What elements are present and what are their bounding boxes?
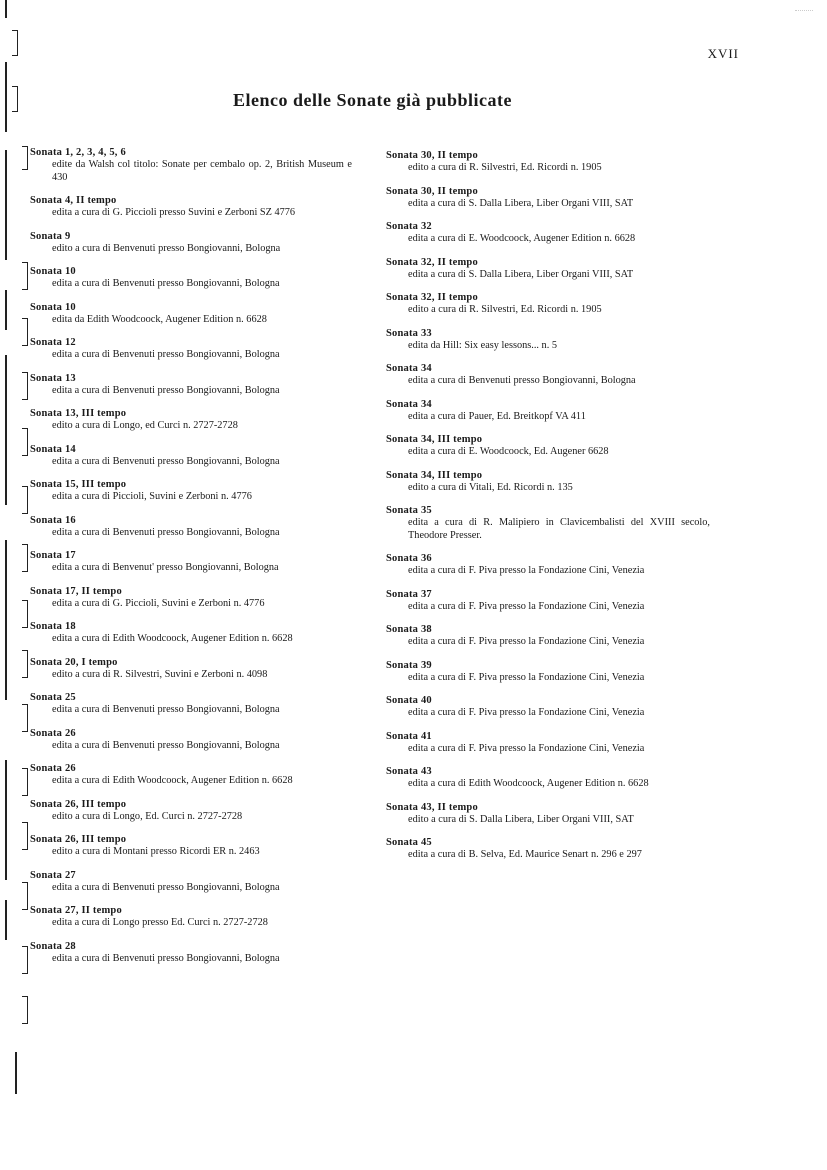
binding-mark [22,882,28,910]
sonata-title: Sonata 20, I tempo [30,656,118,668]
sonata-edition: edito a cura di Longo, ed Curci n. 2727-2728 [52,420,238,431]
sonata-edition: edita a cura di Benvenuti presso Bongiovanni, Bologna [52,704,280,715]
sonata-edition: edita a cura di Edith Woodcoock, Augener Edition n. 6628 [52,633,293,644]
sonata-title: Sonata 15, III tempo [30,479,127,490]
binding-mark [22,768,28,796]
sonata-entry [30,550,352,575]
sonata-title: Sonata 37 [386,588,432,600]
sonata-title: Sonata 17, II tempo [30,585,122,597]
scan-noise [795,10,813,13]
sonata-title: Sonata 33 [386,327,432,339]
sonata-entry [386,660,710,685]
sonata-title: Sonata 36 [386,553,432,564]
binding-mark [22,650,28,678]
sonata-edition: edita a cura di Benvenuti presso Bongiovanni, Bologna [52,881,280,893]
sonata-entry [30,337,352,362]
sonata-edition: edita a cura di Benvenuti presso Bongiovanni, Bologna [52,278,280,289]
sonata-entry [386,589,710,614]
sonata-entry [30,657,352,682]
sonata-title: Sonata 9 [30,230,71,242]
sonata-title: Sonata 13 [30,372,76,384]
binding-mark [22,318,28,346]
sonata-entry [386,505,710,542]
sonata-title: Sonata 30, II tempo [386,185,478,197]
binding-mark [22,544,28,572]
sonata-title: Sonata 10 [30,301,76,313]
sonata-edition: edito a cura di Benvenuti presso Bongiovanni, Bologna [52,242,281,254]
sonata-title: Sonata 30, II tempo [386,150,478,161]
sonata-edition: edito a cura di R. Silvestri, Suvini e Zerboni n. 4098 [52,668,268,680]
sonata-entry [30,870,352,895]
sonata-entry [30,373,352,398]
sonata-edition: edita a cura di Edith Woodcoock, Augener Edition n. 6628 [52,775,293,786]
sonata-entry [30,941,352,966]
sonata-entry [30,692,352,717]
sonata-edition: edita a cura di G. Piccioli presso Suvini e Zerboni SZ 4776 [52,207,296,218]
sonata-title: Sonata 40 [386,695,432,706]
sonata-entry [386,624,710,649]
page-title: Elenco delle Sonate già pubblicate [232,90,512,110]
sonata-entry [386,731,710,756]
sonata-entry [386,399,710,424]
sonata-title: Sonata 34, III tempo [386,469,483,481]
sonata-edition: edita a cura di Pauer, Ed. Breitkopf VA 411 [408,410,586,422]
sonata-edition: edito a cura di Montani presso Ricordi ER n. 2463 [52,846,260,857]
sonata-title: Sonata 45 [386,837,432,848]
sonata-title: Sonata 12 [30,337,76,348]
sonata-entry [30,905,352,930]
sonata-title: Sonata 17 [30,550,76,561]
binding-mark [5,900,7,940]
binding-mark [5,355,7,505]
sonata-entry [386,766,710,791]
sonata-edition: edite da Walsh col titolo: Sonate per cembalo op. 2, British Museum e 430 [52,159,352,183]
sonata-edition: edita da Edith Woodcoock, Augener Edition n. 6628 [52,313,267,325]
sonata-title: Sonata 18 [30,621,76,632]
sonata-edition: edita a cura di G. Piccioli, Suvini e Zerboni n. 4776 [52,597,265,609]
sonata-entry [30,195,352,220]
sonata-title: Sonata 34 [386,363,432,374]
sonata-edition: edita da Hill: Six easy lessons... n. 5 [408,339,558,351]
binding-mark [22,146,28,170]
sonata-edition: edita a cura di S. Dalla Libera, Liber Organi VIII, SAT [408,197,634,209]
sonata-entry [386,434,710,459]
sonata-entry [386,150,710,175]
left-column [30,147,352,976]
sonata-edition: edita a cura di R. Malipiero in Clavicembalisti del XVIII secolo, Theodore Presser. [408,517,710,541]
sonata-edition: edita a cura di Benvenut' presso Bongiovanni, Bologna [52,562,279,573]
sonata-title: Sonata 13, III tempo [30,408,127,419]
sonata-edition: edito a cura di Vitali, Ed. Ricordi n. 135 [408,481,573,493]
sonata-entry [30,799,352,824]
sonata-entry [386,328,710,353]
binding-mark [15,1052,17,1094]
binding-mark [22,996,28,1024]
sonata-entry [30,231,352,256]
sonata-title: Sonata 38 [386,624,432,635]
sonata-title: Sonata 4, II tempo [30,195,117,206]
sonata-entry [30,515,352,540]
sonata-entry [386,186,710,211]
sonata-entry [30,728,352,753]
sonata-edition: edita a cura di F. Piva presso la Fondazione Cini, Venezia [408,600,645,612]
sonata-entry [30,479,352,504]
sonata-entry [30,621,352,646]
sonata-title: Sonata 26 [30,763,76,774]
sonata-entry [386,802,710,827]
sonata-entry [386,292,710,317]
sonata-edition: edita a cura di E. Woodcoock, Augener Edition n. 6628 [408,233,636,244]
sonata-edition: edita a cura di Piccioli, Suvini e Zerboni n. 4776 [52,491,252,502]
sonata-title: Sonata 10 [30,266,76,277]
sonata-edition: edita a cura di B. Selva, Ed. Maurice Senart n. 296 e 297 [408,849,642,860]
sonata-entry [30,586,352,611]
page-number: XVII [707,46,739,61]
sonata-edition: edita a cura di Benvenuti presso Bongiovanni, Bologna [52,952,280,964]
binding-mark [12,30,18,56]
sonata-edition: edita a cura di F. Piva presso la Fondazione Cini, Venezia [408,671,645,683]
binding-mark [22,262,28,290]
sonata-edition: edita a cura di Benvenuti presso Bongiovanni, Bologna [52,349,280,360]
sonata-title: Sonata 32, II tempo [386,256,478,268]
sonata-title: Sonata 41 [386,730,432,742]
sonata-title: Sonata 43, II tempo [386,801,478,813]
sonata-edition: edita a cura di S. Dalla Libera, Liber Organi VIII, SAT [408,268,634,280]
sonata-entry [386,221,710,246]
sonata-edition: edita a cura di E. Woodcoock, Ed. Augener 6628 [408,446,609,457]
sonata-entry [386,470,710,495]
sonata-edition: edito a cura di S. Dalla Libera, Liber Organi VIII, SAT [408,813,634,825]
binding-mark [5,760,7,880]
sonata-edition: edita a cura di F. Piva presso la Fondazione Cini, Venezia [408,636,645,647]
sonata-entry [30,408,352,433]
sonata-entry [30,834,352,859]
sonata-title: Sonata 34, III tempo [386,434,483,445]
sonata-edition: edito a cura di R. Silvestri, Ed. Ricordi n. 1905 [408,162,602,173]
sonata-title: Sonata 32, II tempo [386,292,478,303]
sonata-title: Sonata 28 [30,940,76,952]
sonata-edition: edita a cura di Benvenuti presso Bongiovanni, Bologna [52,739,280,751]
sonata-title: Sonata 16 [30,514,76,526]
sonata-edition: edita a cura di Benvenuti presso Bongiovanni, Bologna [52,455,280,467]
sonata-title: Sonata 35 [386,505,432,516]
sonata-title: Sonata 39 [386,659,432,671]
binding-mark [5,150,7,260]
sonata-title: Sonata 32 [386,221,432,232]
sonata-entry [30,302,352,327]
sonata-title: Sonata 26, III tempo [30,834,127,845]
binding-mark [22,600,28,628]
sonata-entry [386,837,710,862]
sonata-edition: edito a cura di Longo, Ed. Curci n. 2727-2728 [52,810,243,822]
binding-mark [22,486,28,514]
sonata-title: Sonata 43 [386,766,432,777]
binding-mark [22,372,28,400]
sonata-edition: edita a cura di F. Piva presso la Fondazione Cini, Venezia [408,565,645,576]
binding-mark [22,704,28,732]
sonata-entry [30,444,352,469]
sonata-entry [386,553,710,578]
sonata-edition: edita a cura di Benvenuti presso Bongiovanni, Bologna [52,384,280,396]
sonata-edition: edita a cura di Benvenuti presso Bongiovanni, Bologna [408,375,636,386]
sonata-entry [30,147,352,184]
sonata-title: Sonata 25 [30,692,76,703]
sonata-edition: edita a cura di Edith Woodcoock, Augener Edition n. 6628 [408,778,649,789]
sonata-title: Sonata 34 [386,398,432,410]
sonata-title: Sonata 14 [30,443,76,455]
sonata-edition: edito a cura di R. Silvestri, Ed. Ricordi n. 1905 [408,304,602,315]
sonata-title: Sonata 26, III tempo [30,798,127,810]
sonata-edition: edita a cura di Longo presso Ed. Curci n. 2727-2728 [52,917,268,928]
sonata-entry [30,266,352,291]
sonata-entry [386,257,710,282]
sonata-entry [30,763,352,788]
right-column [386,150,710,873]
binding-mark [22,428,28,456]
binding-mark [5,290,7,330]
sonata-edition: edita a cura di F. Piva presso la Fondazione Cini, Venezia [408,742,645,754]
sonata-title: Sonata 1, 2, 3, 4, 5, 6 [30,147,126,158]
binding-mark [22,822,28,850]
binding-mark [22,946,28,974]
sonata-title: Sonata 27 [30,869,76,881]
sonata-entry [386,363,710,388]
sonata-edition: edita a cura di Benvenuti presso Bongiovanni, Bologna [52,526,280,538]
sonata-title: Sonata 26 [30,727,76,739]
sonata-edition: edita a cura di F. Piva presso la Fondazione Cini, Venezia [408,707,645,718]
sonata-entry [386,695,710,720]
sonata-title: Sonata 27, II tempo [30,905,122,916]
binding-mark [5,540,7,700]
binding-mark [5,0,7,18]
